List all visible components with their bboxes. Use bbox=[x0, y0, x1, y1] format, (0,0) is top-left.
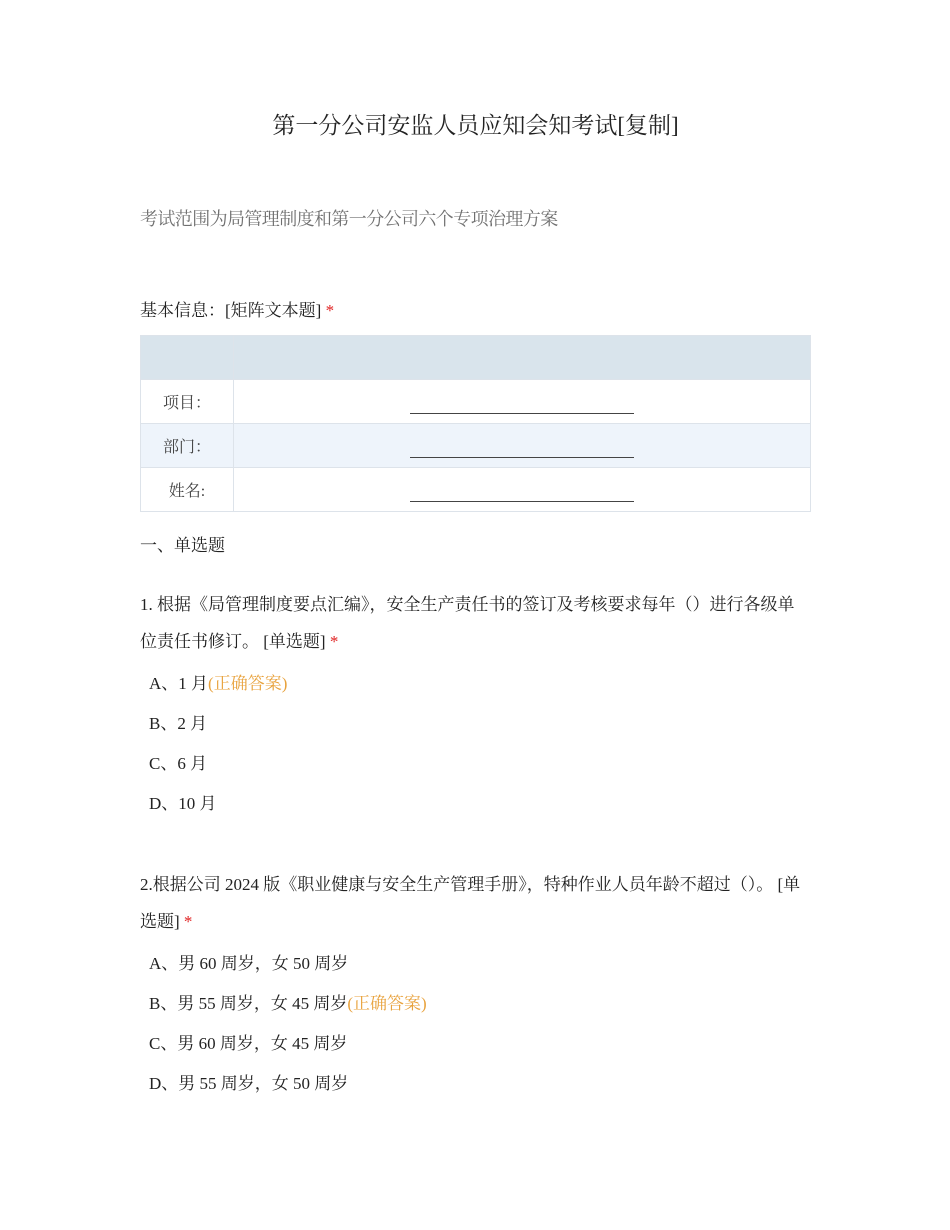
question-heading bbox=[140, 866, 811, 940]
matrix-row-project bbox=[141, 380, 811, 424]
required-mark: * bbox=[329, 632, 339, 651]
option-label: B、男 55 周岁，女 45 周岁 bbox=[149, 994, 348, 1013]
option-label: C、男 60 周岁，女 45 周岁 bbox=[149, 1034, 348, 1053]
option-list bbox=[140, 664, 811, 824]
required-mark: * bbox=[183, 912, 193, 931]
question-2 bbox=[140, 866, 811, 1104]
option-label: A、男 60 周岁，女 50 周岁 bbox=[149, 954, 349, 973]
matrix-header-row bbox=[141, 336, 811, 380]
option-b[interactable] bbox=[140, 704, 811, 744]
project-field[interactable] bbox=[234, 380, 811, 424]
matrix-row-label: 部门： bbox=[141, 424, 234, 468]
matrix-question-text: 基本信息：[矩阵文本题] bbox=[140, 301, 322, 320]
blank-line bbox=[410, 399, 634, 414]
matrix-row-label: 项目： bbox=[141, 380, 234, 424]
matrix-header-cell bbox=[234, 336, 811, 380]
matrix-row-name bbox=[141, 468, 811, 512]
question-heading bbox=[140, 586, 811, 660]
section-title: 一、单选题 bbox=[140, 536, 225, 555]
matrix-question-heading bbox=[140, 292, 334, 329]
question-type: [单选题] bbox=[140, 875, 801, 931]
required-mark: * bbox=[325, 301, 335, 320]
option-d[interactable] bbox=[140, 1064, 811, 1104]
question-text: 2.根据公司 2024 版《职业健康与安全生产管理手册》，特种作业人员年龄不超过（）。 bbox=[140, 875, 774, 894]
page-title: 第一分公司安监人员应知会知考试[复制] bbox=[272, 113, 679, 138]
option-c[interactable] bbox=[140, 1024, 811, 1064]
option-label: B、2 月 bbox=[149, 714, 208, 733]
option-list bbox=[140, 944, 811, 1104]
matrix-row-label: 姓名: bbox=[141, 468, 234, 512]
option-a[interactable] bbox=[140, 944, 811, 984]
option-label: A、1 月 bbox=[149, 674, 209, 693]
basic-info-matrix bbox=[140, 335, 811, 512]
matrix-header-cell bbox=[141, 336, 234, 380]
option-label: C、6 月 bbox=[149, 754, 208, 773]
question-type: [单选题] bbox=[263, 632, 326, 651]
question-1 bbox=[140, 586, 811, 824]
name-field[interactable] bbox=[234, 468, 811, 512]
option-label: D、10 月 bbox=[149, 794, 217, 813]
option-b[interactable] bbox=[140, 984, 811, 1024]
blank-line bbox=[410, 443, 634, 458]
correct-answer-tag: (正确答案) bbox=[347, 994, 427, 1013]
question-text: 1. 根据《局管理制度要点汇编》，安全生产责任书的签订及考核要求每年（）进行各级单位责任书修订。 bbox=[140, 595, 795, 651]
correct-answer-tag: (正确答案) bbox=[208, 674, 288, 693]
blank-line bbox=[410, 487, 634, 502]
survey-description: 考试范围为局管理制度和第一分公司六个专项治理方案 bbox=[140, 209, 558, 230]
option-d[interactable] bbox=[140, 784, 811, 824]
option-a[interactable] bbox=[140, 664, 811, 704]
option-c[interactable] bbox=[140, 744, 811, 784]
matrix-row-department bbox=[141, 424, 811, 468]
department-field[interactable] bbox=[234, 424, 811, 468]
option-label: D、男 55 周岁，女 50 周岁 bbox=[149, 1074, 349, 1093]
